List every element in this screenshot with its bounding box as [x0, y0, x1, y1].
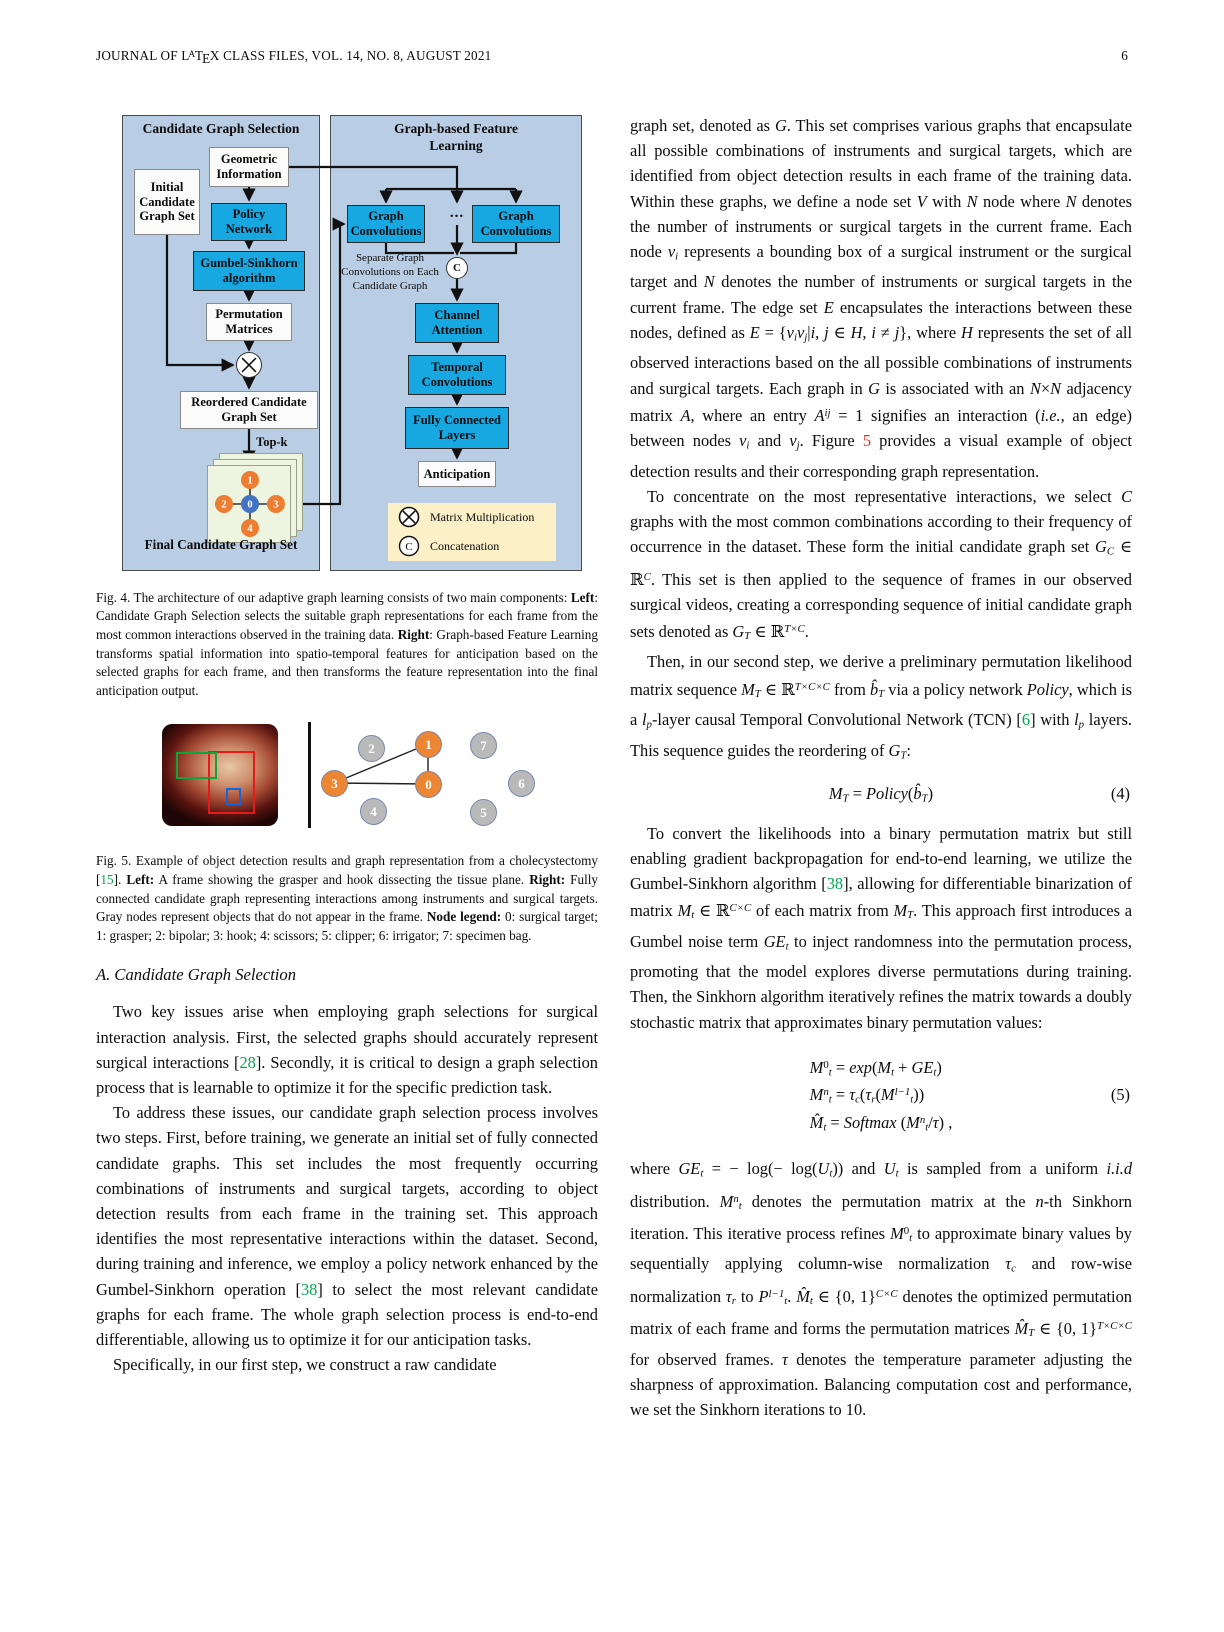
svg-text:C: C — [405, 541, 413, 554]
top-k-label: Top-k — [256, 434, 288, 449]
two-column-layout — [96, 113, 1132, 1423]
right-panel-title: Graph-based Feature Learning — [394, 120, 518, 153]
figure5-caption: Fig. 5. Example of object detection results and graph representation from a cholecystectomy [15]. Left: A frame showing the grasper and hook dissecting the tissue plane. Right: Fully connected candidate graph representing interactions among instruments and surgical targets. Gray nodes represent objects that do not appear in the frame. Node legend: 0: surgical target; 1: grasper; 2: bipolar; 3: hook; 4: scissors; 5: clipper; 6: irrigator; 7: specimen bag. — [96, 853, 598, 943]
ellipsis-label: ... — [449, 204, 465, 221]
svg-text:4: 4 — [247, 523, 253, 535]
graph-node-7: 7 — [470, 732, 497, 759]
page-number: 6 — [1121, 48, 1128, 63]
concat-letter: C — [453, 261, 461, 274]
equation-4-expression: $M_T$ = $Policy(b̂_T)$ — [828, 784, 934, 805]
matrix-multiplication-icon — [398, 506, 420, 528]
paragraph: To convert the likelihoods into a binary permutation matrix but still enabling gradient backpropagation for end-to-end learning, we utilize the Gumbel-Sinkhorn algorithm [38], allowing for differentiable binarization of matrix $M_t$ ∈ ℝ$^{C\times C}$ of each matrix from $M_T$. This approach first introduces a Gumbel noise term $GE_t$ to inject randomness into the permutation process, promoting that the model explores diverse permutations during training. Then, the Sinkhorn algorithm iteratively refines the matrix towards a doubly stochastic matrix that approximates binary permutation values: — [630, 823, 1132, 1032]
paragraph: Then, in our second step, we derive a preliminary permutation likelihood matrix sequence $M_T$ ∈ ℝ$^{T\times C\times C}$ from $b̂_T$ via a policy network Policy, which is a $l_p$-layer causal Temporal Convolutional Network (TCN) [6] with $l_p$ layers. This sequence guides the reordering of $G_T$: — [630, 652, 1133, 761]
right-column — [630, 113, 1132, 1423]
temporal-convolutions-box: Temporal Convolutions — [408, 355, 506, 395]
graph-node-6: 6 — [508, 770, 535, 797]
legend-label: Matrix Multiplication — [430, 509, 535, 524]
graph-node-2: 2 — [358, 735, 385, 762]
figure4-architecture-diagram — [112, 113, 582, 575]
paragraph: where $GE_t$ = − $\log(- \log(U_t))$ and $U_t$ is sampled from a uniform i.i.d distribution. $M^n_t$ denotes the permutation matrix at the n-th Sinkhorn iteration. This iterative process refines $M^0_t$ to approximate binary values by sequentially applying column-wise normalization $\tau_c$ and row-wise normalization $\tau_r$ to $P^{l-1}_t$. $M̂_t$ ∈ {0, 1}$^{C\times C}$ denotes the optimized permutation matrix of each frame and forms the permutation matrices $M̂_T$ ∈ {0, 1}$^{T\times C\times C}$ for observed frames. τ denotes the temperature parameter adjusting the sharpness of approximation. Balancing computation cost and performance, we set the Sinkhorn iterations to 10. — [630, 1158, 1133, 1420]
equation-5-line1: $M^0_t = \exp(M_t + GE_t)$ — [809, 1057, 942, 1079]
citation-link[interactable]: 15 — [100, 872, 114, 888]
legend-concatenation — [398, 535, 546, 557]
journal-title: JOURNAL OF $L^ATEX$ CLASS FILES, VOL. 14, NO. 8, AUGUST 2021 — [96, 48, 492, 66]
citation-link[interactable]: 28 — [239, 1052, 256, 1072]
equation-5-line2: $M^n_t = \tau_c(\tau_r(M^{l-1}_t))$ — [809, 1085, 925, 1106]
graph-convolutions-right-box: Graph Convolutions — [472, 205, 560, 243]
final-candidate-graph-cards — [207, 453, 303, 545]
citation-link[interactable]: 38 — [826, 873, 844, 893]
svg-text:1: 1 — [247, 475, 253, 487]
page-header — [96, 48, 1128, 67]
svg-text:2: 2 — [221, 499, 227, 511]
svg-text:0: 0 — [247, 499, 253, 511]
graph-node-0: 0 — [415, 771, 442, 798]
figure4-legend — [388, 503, 556, 561]
candidate-graph-mini — [208, 466, 292, 544]
legend-matrix-multiplication — [398, 506, 546, 528]
subsection-heading: A. Candidate Graph Selection — [96, 965, 297, 985]
paragraph: Specifically, in our first step, we construct a raw candidate — [113, 1355, 497, 1375]
equation-5-number: (5) — [1110, 1085, 1130, 1105]
policy-network-box: Policy Network — [211, 203, 287, 241]
paragraph: Two key issues arise when employing graph selections for surgical interaction analysis. First, the selected graphs should accurately represent surgical interactions [28]. Secondly, it is critical to design a graph selection process that is learnable to optimize it for the specific prediction task. — [96, 1002, 598, 1098]
paragraph: To address these issues, our candidate graph selection process involves two steps. First, before training, we generate an initial set of fully connected candidate graphs. This set includes the most frequently occurring combinations of instruments and surgical targets, according to object detection results from each frame in the training set. This approach identifies the most representative interactions within the dataset. Second, during training and inference, we employ a policy network enhanced by the Gumbel-Sinkhorn operation [38] to select the most relevant candidate graphs for each frame. The whole graph selection process is end-to-end differentiable, allowing us to optimize it for our anticipation tasks. — [96, 1103, 598, 1350]
reordered-candidate-graph-set-box: Reordered Candidate Graph Set — [180, 391, 318, 429]
matrix-multiplication-icon — [236, 352, 262, 378]
equation-4-number: (4) — [1110, 784, 1130, 804]
citation-link[interactable]: 6 — [1021, 710, 1031, 730]
left-panel-title: Candidate Graph Selection — [142, 120, 300, 136]
citation-link[interactable]: 38 — [300, 1279, 318, 1299]
graph-node-3: 3 — [321, 770, 348, 797]
figure-reference-link[interactable]: 5 — [862, 430, 872, 450]
graph-node-1: 1 — [415, 731, 442, 758]
geometric-information-box: Geometric Information — [209, 147, 289, 187]
equation-5-line3: $M̂_t$ = Softmax $(M^n_t/\tau)$ , — [809, 1112, 953, 1133]
graph-convolutions-left-box: Graph Convolutions — [347, 205, 425, 243]
paragraph: To concentrate on the most representative interactions, we select C graphs with the most common combinations according to their frequency of occurrence in the dataset. These form the initial candidate graph set $G_C$ ∈ ℝ$^C$. This set is then applied to the sequence of frames in our observed surgical videos, creating a corresponding sequence of initial candidate graph sets denoted as $G_T$ ∈ ℝ$^{T\times C}$. — [630, 486, 1132, 643]
permutation-matrices-box: Permutation Matrices — [206, 303, 292, 341]
graph-node-4: 4 — [360, 798, 387, 825]
concatenation-icon — [446, 257, 468, 279]
concatenation-icon — [398, 535, 420, 557]
initial-candidate-graph-set-box: Initial Candidate Graph Set — [134, 169, 200, 235]
legend-label: Concatenation — [430, 538, 500, 553]
figure4-caption: Fig. 4. The architecture of our adaptive graph learning consists of two main components: Left: Candidate Graph Selection selects the suitable graph representations for each frame from the most common interactions observed in the training data. Right: Graph-based Feature Learning transforms spatial information into spatio-temporal features for anticipation based on the selected graphs for each frame, and then transforms the feature representation into the final anticipation output. — [96, 589, 598, 698]
left-column — [96, 113, 598, 1423]
separate-graph-convolutions-note: Separate Graph Convolutions on Each Candidate Graph — [341, 251, 439, 293]
svg-text:3: 3 — [273, 499, 279, 511]
fully-connected-layers-box: Fully Connected Layers — [405, 407, 509, 449]
channel-attention-box: Channel Attention — [415, 303, 499, 343]
anticipation-box: Anticipation — [418, 461, 496, 487]
paragraph: graph set, denoted as G. This set comprises various graphs that encapsulate all possible combinations of instruments and surgical targets, which are identified from object detection results in each frame of the training data. Within these graphs, we define a node set V with N node where N denotes the number of instruments or surgical targets in the current frame. Each node $v_i$ represents a bounding box of a surgical instrument or the surgical target and N denotes the number of instruments or surgical targets in the current frame. The edge set E encapsulates the interactions between these nodes, defined as $E = \{v_iv_j|i$, j ∈ H, i ≠ j}, where H represents the set of all observed interactions based on the all possible combinations of instruments and surgical targets. Each graph in G is associated with an N×N adjacency matrix A, where an entry $A^{ij} = 1$ signifies an interaction (i.e., an edge) between nodes $v_i$ and $v_j$. Figure 5 provides a visual example of object detection results and their corresponding graph representation. — [630, 115, 1132, 481]
graph-node-5: 5 — [470, 799, 497, 826]
figure5-detection-and-graph — [112, 716, 582, 838]
final-candidate-graph-set-label: Final Candidate Graph Set — [144, 536, 298, 552]
equation-5 — [630, 1051, 1132, 1140]
equation-5-expression — [630, 1051, 1132, 1140]
equation-4 — [630, 784, 1132, 804]
gumbel-sinkhorn-box: Gumbel-Sinkhorn algorithm — [193, 251, 305, 291]
